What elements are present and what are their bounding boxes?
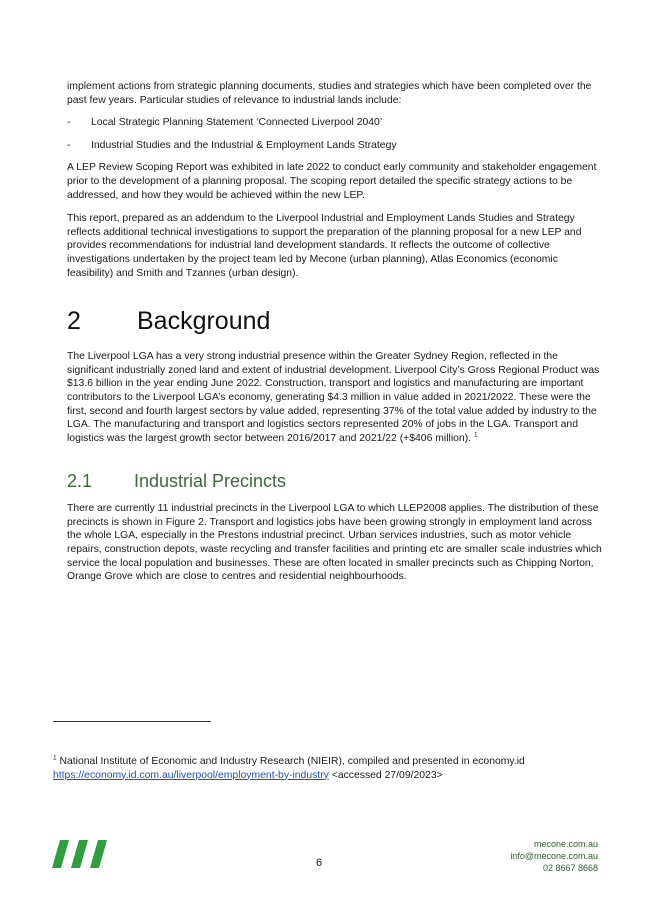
footnote-reference[interactable]: 1 <box>473 431 478 439</box>
subsection-heading <box>67 471 607 492</box>
list-item <box>67 116 607 130</box>
bullet-text: Industrial Studies and the Industrial & Employment Lands Strategy <box>91 139 397 151</box>
footnote-link[interactable]: https://economy.id.com.au/liverpool/employment-by-industry <box>53 769 329 781</box>
background-text: The Liverpool LGA has a very strong industrial presence within the Greater Sydney Region, reflected in the significant industrially zoned land and extent of industrial development. Liverpool City’s Gross Regional Product was $13.6 billion in the year ending June 2022. Construction, transport and logistics and manufacturing are important contributors to the Liverpool LGA’s economy, generating $4.3 million in value added in 2021/2022. These were the first, second and fourth largest sectors by value added, representing 37% of the total value added by industry to the LGA. The manufacturing and transport and logistics sectors represented 20% of jobs in the LGA. Transport and logistics was the largest growth sector between 2016/2017 and 2021/22 (+$406 million). <box>67 351 600 444</box>
bullet-text: Local Strategic Planning Statement ‘Connected Liverpool 2040’ <box>91 117 383 129</box>
footnote <box>53 755 613 782</box>
phone-number: 02 8667 8668 <box>542 863 598 873</box>
section-number: 2 <box>67 307 81 336</box>
background-paragraph <box>67 350 607 445</box>
section-heading <box>67 307 607 336</box>
mecone-logo-icon <box>52 840 110 868</box>
website-link[interactable]: mecone.com.au <box>533 839 598 849</box>
report-paragraph: This report, prepared as an addendum to the Liverpool Industrial and Employment Lands Studies and Strategy reflects additional technical investigations to support the preparation of the planning proposal for a new LEP and provides recommendations for industrial land development standards. It reflects the outcome of collective investigations undertaken by the project team led by Mecone (urban planning), Atlas Economics (economic feasibility) and Smith and Tzannes (urban design). <box>67 213 582 279</box>
bullet-marker: - <box>67 139 71 151</box>
subsection-title: Industrial Precincts <box>134 471 287 492</box>
list-item <box>67 139 607 153</box>
body-content <box>67 80 607 594</box>
subsection-number: 2.1 <box>67 471 93 492</box>
intro-paragraph: implement actions from strategic planning documents, studies and strategies which have been completed over the past few years. Particular studies of relevance to industrial lands include: <box>67 81 592 106</box>
footnote-accessed: <accessed 27/09/2023> <box>331 769 443 781</box>
email-link[interactable]: info@mecone.com.au <box>510 851 598 861</box>
footnote-text: National Institute of Economic and Industry Research (NIEIR), compiled and presented in economy.id <box>59 756 525 767</box>
footnote-marker: 1 <box>53 754 57 762</box>
precincts-paragraph: There are currently 11 industrial precincts in the Liverpool LGA to which LLEP2008 applies. The distribution of these precincts is shown in Figure 2. Transport and logistics jobs have been growing strongly in employment land across the whole LGA, especially in the Prestons industrial precinct. Urban services industries, such as motor vehicle repairs, construction depots, waste recycling and transfer facilities and printing etc are smaller scale industries which service the local population and businesses. These are often located in smaller precincts such as Chipping Norton, Orange Grove which are close to centres and residential neighbourhoods. <box>67 503 602 583</box>
footnote-divider <box>53 721 211 722</box>
contact-block <box>510 838 598 874</box>
bullet-marker: - <box>67 117 71 129</box>
section-title: Background <box>137 307 271 336</box>
page-number: 6 <box>316 857 323 869</box>
lep-paragraph: A LEP Review Scoping Report was exhibited in late 2022 to conduct early community and stakeholder engagement prior to the development of a planning proposal. The scoping report detailed the specific strategy actions to be addressed, and how they would be achieved within the new LEP. <box>67 162 597 201</box>
